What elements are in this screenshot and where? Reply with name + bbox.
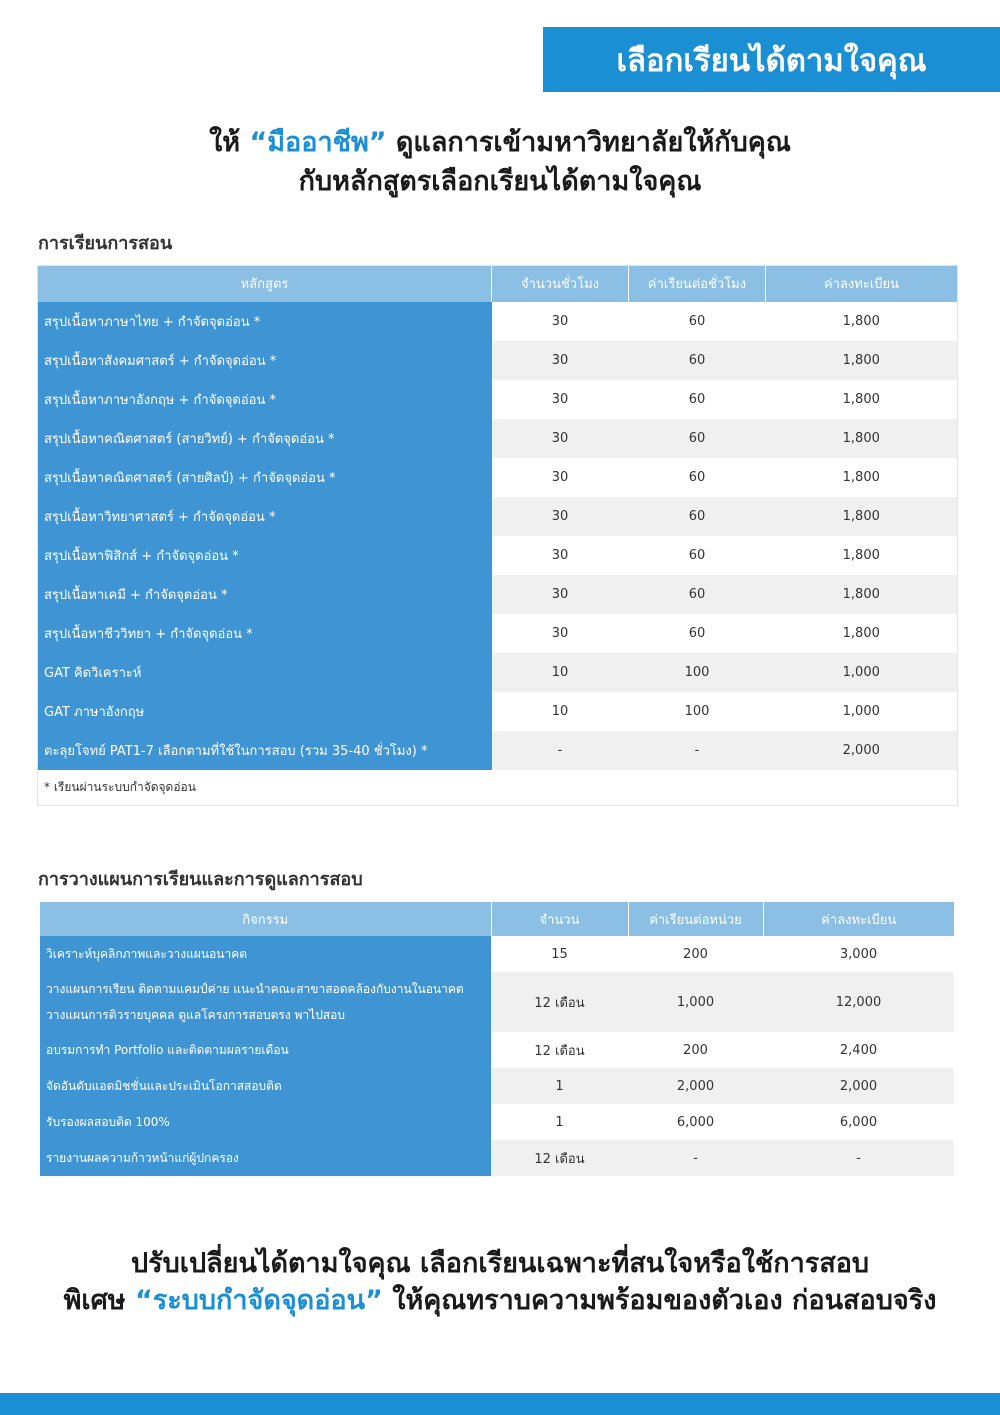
course-name-cell: สรุปเนื้อหาชีววิทยา + กำจัดจุดอ่อน * — [38, 614, 492, 653]
reg-fee-cell: 2,400 — [839, 1042, 878, 1058]
col-header-activity: กิจกรรม — [40, 902, 491, 936]
fee-cell: 2,000 — [766, 731, 958, 770]
fee-cell: 1,800 — [766, 575, 958, 614]
course-name-cell: GAT คิดวิเคราะห์ — [38, 653, 492, 692]
table-row — [38, 380, 958, 419]
hours-cell: 30 — [551, 313, 569, 329]
course-name-cell: สรุปเนื้อหาฟิสิกส์ + กำจัดจุดอ่อน * — [38, 536, 492, 575]
intro-line-1 — [0, 123, 1000, 162]
rate-cell: 60 — [629, 341, 766, 380]
col-header-qty: จำนวน — [491, 902, 628, 936]
activity-name-cell — [40, 1068, 491, 1104]
col-header-reg-fee: ค่าลงทะเบียน — [763, 902, 954, 936]
fee-cell: 1,800 — [842, 625, 880, 641]
table-row — [38, 731, 958, 770]
course-name-cell: สรุปเนื้อหาคณิตศาสตร์ (สายวิทย์) + กำจัดจุดอ่อน * — [38, 419, 492, 458]
activity-name-line: อบรมการทำ Portfolio และติดตามผลรายเดือน — [46, 1043, 289, 1057]
outro-line-1: ปรับเปลี่ยนได้ตามใจคุณ เลือกเรียนเฉพาะที่สนใจหรือใช้การสอบ — [130, 1248, 870, 1279]
intro-line-1-post: ดูแลการเข้ามหาวิทยาลัยให้กับคุณ — [386, 127, 791, 158]
activity-name-cell — [40, 936, 491, 972]
rate-cell: 60 — [688, 313, 706, 329]
activity-name-cell — [40, 1140, 491, 1176]
qty-cell: 12 เดือน — [491, 972, 628, 1032]
unit-rate-cell: 1,000 — [628, 972, 763, 1032]
course-name-cell: สรุปเนื้อหาภาษาอังกฤษ + กำจัดจุดอ่อน * — [38, 380, 492, 419]
table-row — [40, 1140, 954, 1176]
activity-name-line: รับรองผลสอบติด 100% — [46, 1115, 170, 1129]
unit-rate-cell: 2,000 — [628, 1068, 763, 1104]
activity-name-line: จัดอันดับแอดมิชชั่นและประเมินโอกาสสอบติด — [46, 1079, 282, 1093]
table-row — [38, 536, 958, 575]
table-row — [40, 1104, 954, 1140]
fee-cell: 1,800 — [842, 313, 880, 329]
outro-line-2-post: ให้คุณทราบความพร้อมของตัวเอง ก่อนสอบจริง — [382, 1285, 937, 1316]
unit-rate-cell: 200 — [683, 1042, 708, 1058]
intro-line-1-pre: ให้ — [209, 127, 250, 158]
table-row — [38, 575, 958, 614]
activity-name-line: วางแผนการเรียน ติดตามแคมป์ค่าย แนะนำคณะสาขาสอดคล้องกับงานในอนาคต — [46, 982, 464, 996]
hours-cell: 30 — [492, 419, 629, 458]
hours-cell: 30 — [551, 547, 569, 563]
fee-cell: 1,000 — [766, 653, 958, 692]
fee-cell: 1,800 — [766, 341, 958, 380]
table-row — [38, 614, 958, 653]
course-name-cell: สรุปเนื้อหาคณิตศาสตร์ (สายศิลป์) + กำจัดจุดอ่อน * — [38, 458, 492, 497]
course-name-cell: สรุปเนื้อหาภาษาไทย + กำจัดจุดอ่อน * — [38, 302, 492, 341]
intro-headline — [0, 123, 1000, 201]
hours-cell: 30 — [551, 391, 569, 407]
footnote: * เรียนผ่านระบบกำจัดจุดอ่อน — [38, 770, 958, 806]
table-row — [38, 497, 958, 536]
reg-fee-cell: 12,000 — [763, 972, 954, 1032]
rate-cell: 60 — [688, 391, 706, 407]
col-header-hours: จำนวนชั่วโมง — [492, 266, 629, 302]
reg-fee-cell: - — [763, 1140, 954, 1176]
unit-rate-cell: 200 — [683, 946, 708, 962]
hours-cell: 30 — [551, 469, 569, 485]
courses-table — [37, 265, 958, 806]
outro-line-2 — [0, 1282, 1000, 1319]
outro-line-2-pre: พิเศษ — [63, 1285, 135, 1316]
courses-table-body — [38, 302, 958, 806]
table-row — [40, 1068, 954, 1104]
rate-cell: - — [629, 731, 766, 770]
closing-statement — [0, 1245, 1000, 1319]
rate-cell: 60 — [688, 625, 706, 641]
course-name-cell: สรุปเนื้อหาสังคมศาสตร์ + กำจัดจุดอ่อน * — [38, 341, 492, 380]
hours-cell: 10 — [492, 653, 629, 692]
qty-cell: 12 เดือน — [491, 1140, 628, 1176]
rate-cell: 100 — [684, 703, 710, 719]
fee-cell: 1,800 — [842, 391, 880, 407]
courses-table-header — [38, 266, 958, 302]
planning-table-header — [40, 902, 954, 936]
reg-fee-cell: 2,000 — [763, 1068, 954, 1104]
table-row — [40, 1032, 954, 1068]
table-row — [38, 653, 958, 692]
qty-cell: 15 — [551, 946, 568, 962]
rate-cell: 60 — [629, 497, 766, 536]
col-header-fee: ค่าลงทะเบียน — [766, 266, 958, 302]
planning-table — [40, 902, 954, 1176]
rate-cell: 60 — [688, 469, 706, 485]
planning-table-body — [40, 936, 954, 1176]
table-row — [40, 972, 954, 1032]
activity-name-cell — [40, 1032, 491, 1068]
footnote-row — [38, 770, 958, 806]
table-row — [38, 458, 958, 497]
hours-cell: 30 — [551, 625, 569, 641]
qty-cell: 12 เดือน — [534, 1043, 585, 1059]
hours-cell: - — [492, 731, 629, 770]
activity-name-line: วางแผนการติวรายบุคคล ดูแลโครงการสอบตรง พาไปสอบ — [46, 1008, 345, 1022]
col-header-rate: ค่าเรียนต่อชั่วโมง — [629, 266, 766, 302]
hours-cell: 10 — [551, 703, 569, 719]
table-row — [38, 419, 958, 458]
fee-cell: 1,800 — [842, 469, 880, 485]
hours-cell: 30 — [492, 341, 629, 380]
reg-fee-cell: 6,000 — [839, 1114, 878, 1130]
col-header-unit-rate: ค่าเรียนต่อหน่วย — [628, 902, 763, 936]
fee-cell: 1,800 — [842, 547, 880, 563]
activity-name-line: รายงานผลความก้าวหน้าแก่ผู้ปกครอง — [46, 1151, 239, 1165]
course-name-cell: สรุปเนื้อหาวิทยาศาสตร์ + กำจัดจุดอ่อน * — [38, 497, 492, 536]
section-title-teaching: การเรียนการสอน — [38, 233, 173, 254]
section-title-planning: การวางแผนการเรียนและการดูแลการสอบ — [38, 869, 363, 890]
hours-cell: 30 — [492, 575, 629, 614]
table-row — [38, 302, 958, 341]
course-name-cell: ตะลุยโจทย์ PAT1-7 เลือกตามที่ใช้ในการสอบ (รวม 35-40 ชั่วโมง) * — [38, 731, 492, 770]
footer-bar — [0, 1393, 1000, 1415]
qty-cell: 1 — [555, 1114, 564, 1130]
activity-name-cell — [40, 1104, 491, 1140]
unit-rate-cell: 6,000 — [676, 1114, 715, 1130]
col-header-course: หลักสูตร — [38, 266, 492, 302]
table-row — [38, 341, 958, 380]
activity-name-line: วิเคราะห์บุคลิกภาพและวางแผนอนาคต — [46, 947, 248, 961]
rate-cell: 60 — [688, 547, 706, 563]
reg-fee-cell: 3,000 — [839, 946, 878, 962]
course-name-cell: สรุปเนื้อหาเคมี + กำจัดจุดอ่อน * — [38, 575, 492, 614]
intro-line-2: กับหลักสูตรเลือกเรียนได้ตามใจคุณ — [298, 166, 702, 197]
fee-cell: 1,800 — [766, 419, 958, 458]
unit-rate-cell: - — [628, 1140, 763, 1176]
activity-name-cell — [40, 972, 491, 1032]
table-row — [38, 692, 958, 731]
banner-title: เลือกเรียนได้ตามใจคุณ — [616, 42, 927, 79]
rate-cell: 60 — [629, 575, 766, 614]
qty-cell: 1 — [491, 1068, 628, 1104]
header-banner — [543, 27, 1000, 92]
intro-accent: “มืออาชีพ” — [249, 127, 387, 158]
fee-cell: 1,800 — [766, 497, 958, 536]
hours-cell: 30 — [492, 497, 629, 536]
outro-accent: “ระบบกำจัดจุดอ่อน” — [134, 1285, 383, 1316]
rate-cell: 60 — [629, 419, 766, 458]
course-name-cell: GAT ภาษาอังกฤษ — [38, 692, 492, 731]
rate-cell: 100 — [629, 653, 766, 692]
fee-cell: 1,000 — [842, 703, 880, 719]
table-row — [40, 936, 954, 972]
